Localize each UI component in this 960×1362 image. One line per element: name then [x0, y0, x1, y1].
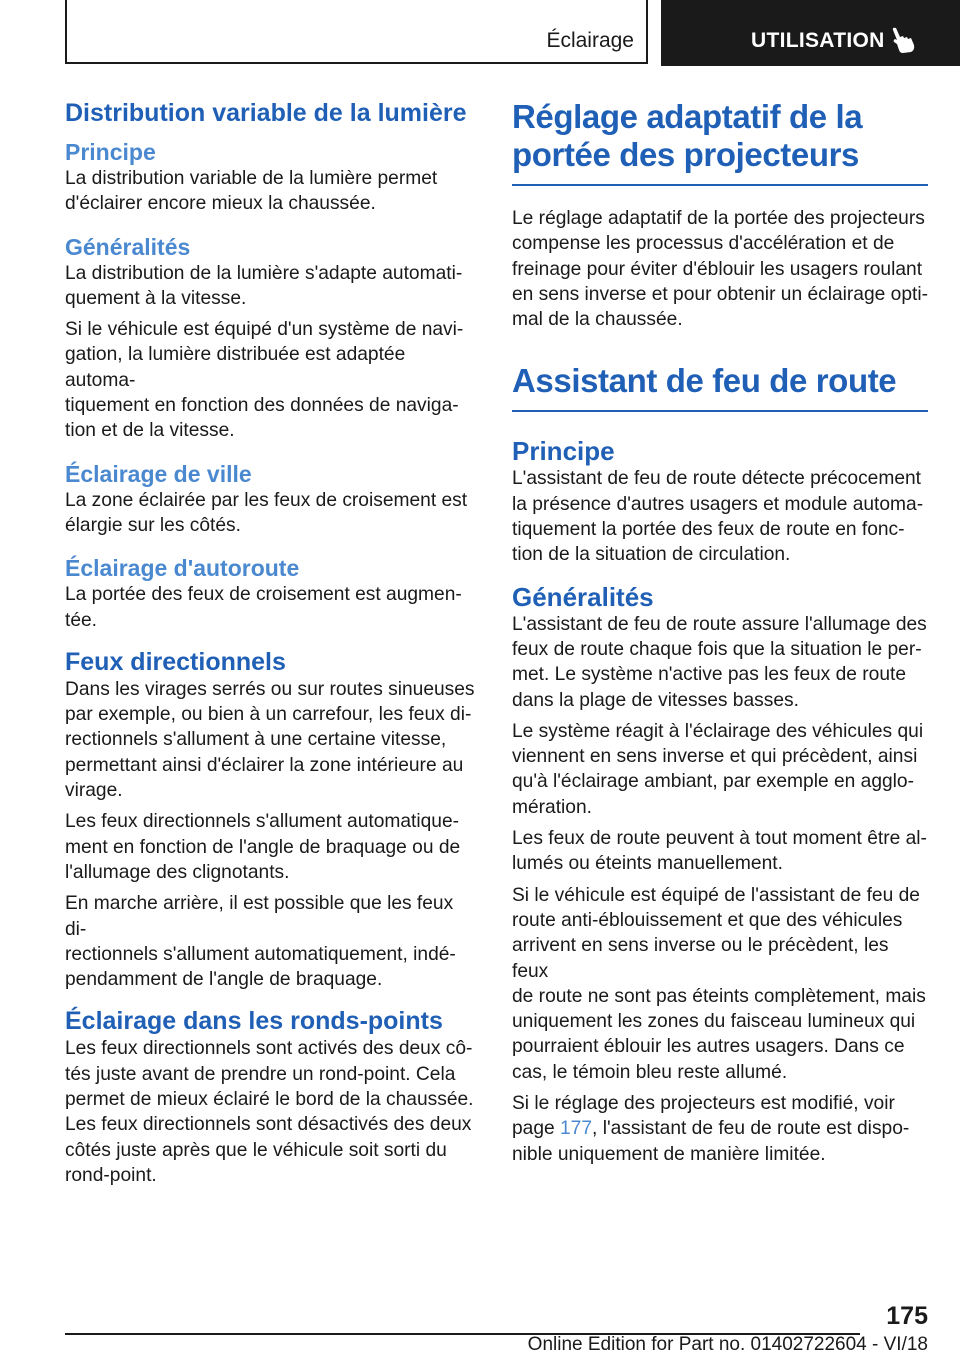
paragraph-generalites-4: Si le véhicule est équipé de l'assistant de feu de route anti-éblouissement et que des véhicules arrivent en sens inverse ou le précèdent, les feux de route ne sont pas éteints complètement, mais uniquement les zones du faisceau lumineux qui pourraient éblouir les autres usagers. Dans ce cas, le témoin bleu reste allumé.: [512, 884, 926, 1083]
right-column: [512, 98, 928, 1167]
paragraph-eclairage-autoroute: La portée des feux de croisement est augmen‐ tée.: [65, 584, 462, 631]
paragraph-generalites-1: L'assistant de feu de route assure l'allumage des feux de route chaque fois que la situation le per‐ met. Le système n'active pas les feux de route dans la plage de vitesses basses.: [512, 613, 927, 711]
section-title: UTILISATION: [751, 29, 885, 52]
paragraph-generalites-2: Le système réagit à l'éclairage des véhicules qui viennent en sens inverse et qui précèdent, ainsi qu'à l'éclairage ambiant, par exemple en agglo‐ mération.: [512, 720, 924, 818]
paragraph-feux-1: Dans les virages serrés ou sur routes sinueuses par exemple, ou bien à un carrefour, les feux di‐ rectionnels s'allument à une certaine vitesse, permettant ainsi d'éclairer la zone intérieure au virage.: [65, 678, 475, 802]
heading-feux-directionnels: Feux directionnels: [65, 647, 286, 676]
paragraph-eclairage-ville: La zone éclairée par les feux de croisement est élargie sur les côtés.: [65, 489, 468, 536]
edition-footer: Online Edition for Part no. 01402722604 - VI/18: [527, 1334, 928, 1355]
heading-rule: [512, 410, 928, 412]
heading-rule: [512, 184, 928, 186]
heading-generalites: Généralités: [512, 581, 654, 612]
paragraph-generalites-3: Les feux de route peuvent à tout moment être al‐ lumés ou éteints manuellement.: [512, 828, 927, 875]
chapter-box: [65, 0, 648, 64]
heading-eclairage-autoroute: Éclairage d'autoroute: [65, 555, 300, 582]
heading-ronds-points: Éclairage dans les ronds-points: [65, 1007, 443, 1036]
paragraph-generalites-5: Si le réglage des projecteurs est modifié, voir page 177, l'assistant de feu de route est dispo‐ nible uniquement de manière limitée.: [512, 1093, 910, 1165]
heading-principe: Principe: [65, 139, 156, 165]
pointing-hand-icon: [891, 24, 917, 54]
heading-distribution-variable: Distribution variable de la lumière: [65, 99, 467, 127]
paragraph-generalites-2: Si le véhicule est équipé d'un système de navi‐ gation, la lumière distribuée est adaptée automa‐ tiquement en fonction des données de naviga‐ tion et de la vitesse.: [65, 319, 464, 442]
heading-assistant-feu-route: Assistant de feu de route: [512, 362, 897, 400]
paragraph-reglage-adaptatif: Le réglage adaptatif de la portée des projecteurs compense les processus d'accélération et de freinage pour éviter d'éblouir les usagers roulant en sens inverse et pour obtenir un éclairage opti‐ mal de la chaussée.: [512, 208, 928, 331]
paragraph-ronds-points: Les feux directionnels sont activés des deux cô‐ tés juste avant de prendre un rond-point. Cela permet de mieux éclairé le bord de la chaussée. Les feux directionnels sont désactivés des deux côtés juste après que le véhicule soit sorti du rond-point.: [65, 1038, 474, 1186]
chapter-title: Éclairage: [546, 29, 634, 52]
paragraph-principe: L'assistant de feu de route détecte précocement la présence d'autres usagers et module automa‐ tiquement la portée des feux de route en fonc‐ tion de la situation de circulation.: [512, 468, 924, 566]
page-link-177[interactable]: 177: [560, 1118, 593, 1140]
paragraph-generalites-1: La distribution de la lumière s'adapte automati‐ quement à la vitesse.: [65, 262, 463, 309]
left-column: [65, 98, 475, 1188]
heading-principe: Principe: [512, 436, 615, 467]
page-header: [0, 0, 960, 66]
section-tab[interactable]: [661, 0, 960, 66]
heading-reglage-adaptatif: Réglage adaptatif de la portée des projecteurs: [512, 98, 863, 173]
page-number: 175: [886, 1302, 928, 1330]
paragraph-feux-3: En marche arrière, il est possible que les feux di‐ rectionnels s'allument automatiquement, indé‐ pendamment de l'angle de braquage.: [65, 893, 456, 991]
heading-eclairage-ville: Éclairage de ville: [65, 460, 252, 487]
paragraph-principe: La distribution variable de la lumière permet d'éclairer encore mieux la chaussée.: [65, 168, 438, 215]
heading-generalites: Généralités: [65, 233, 191, 260]
paragraph-feux-2: Les feux directionnels s'allument automatique‐ ment en fonction de l'angle de braquage ou de l'allumage des clignotants.: [65, 811, 461, 883]
